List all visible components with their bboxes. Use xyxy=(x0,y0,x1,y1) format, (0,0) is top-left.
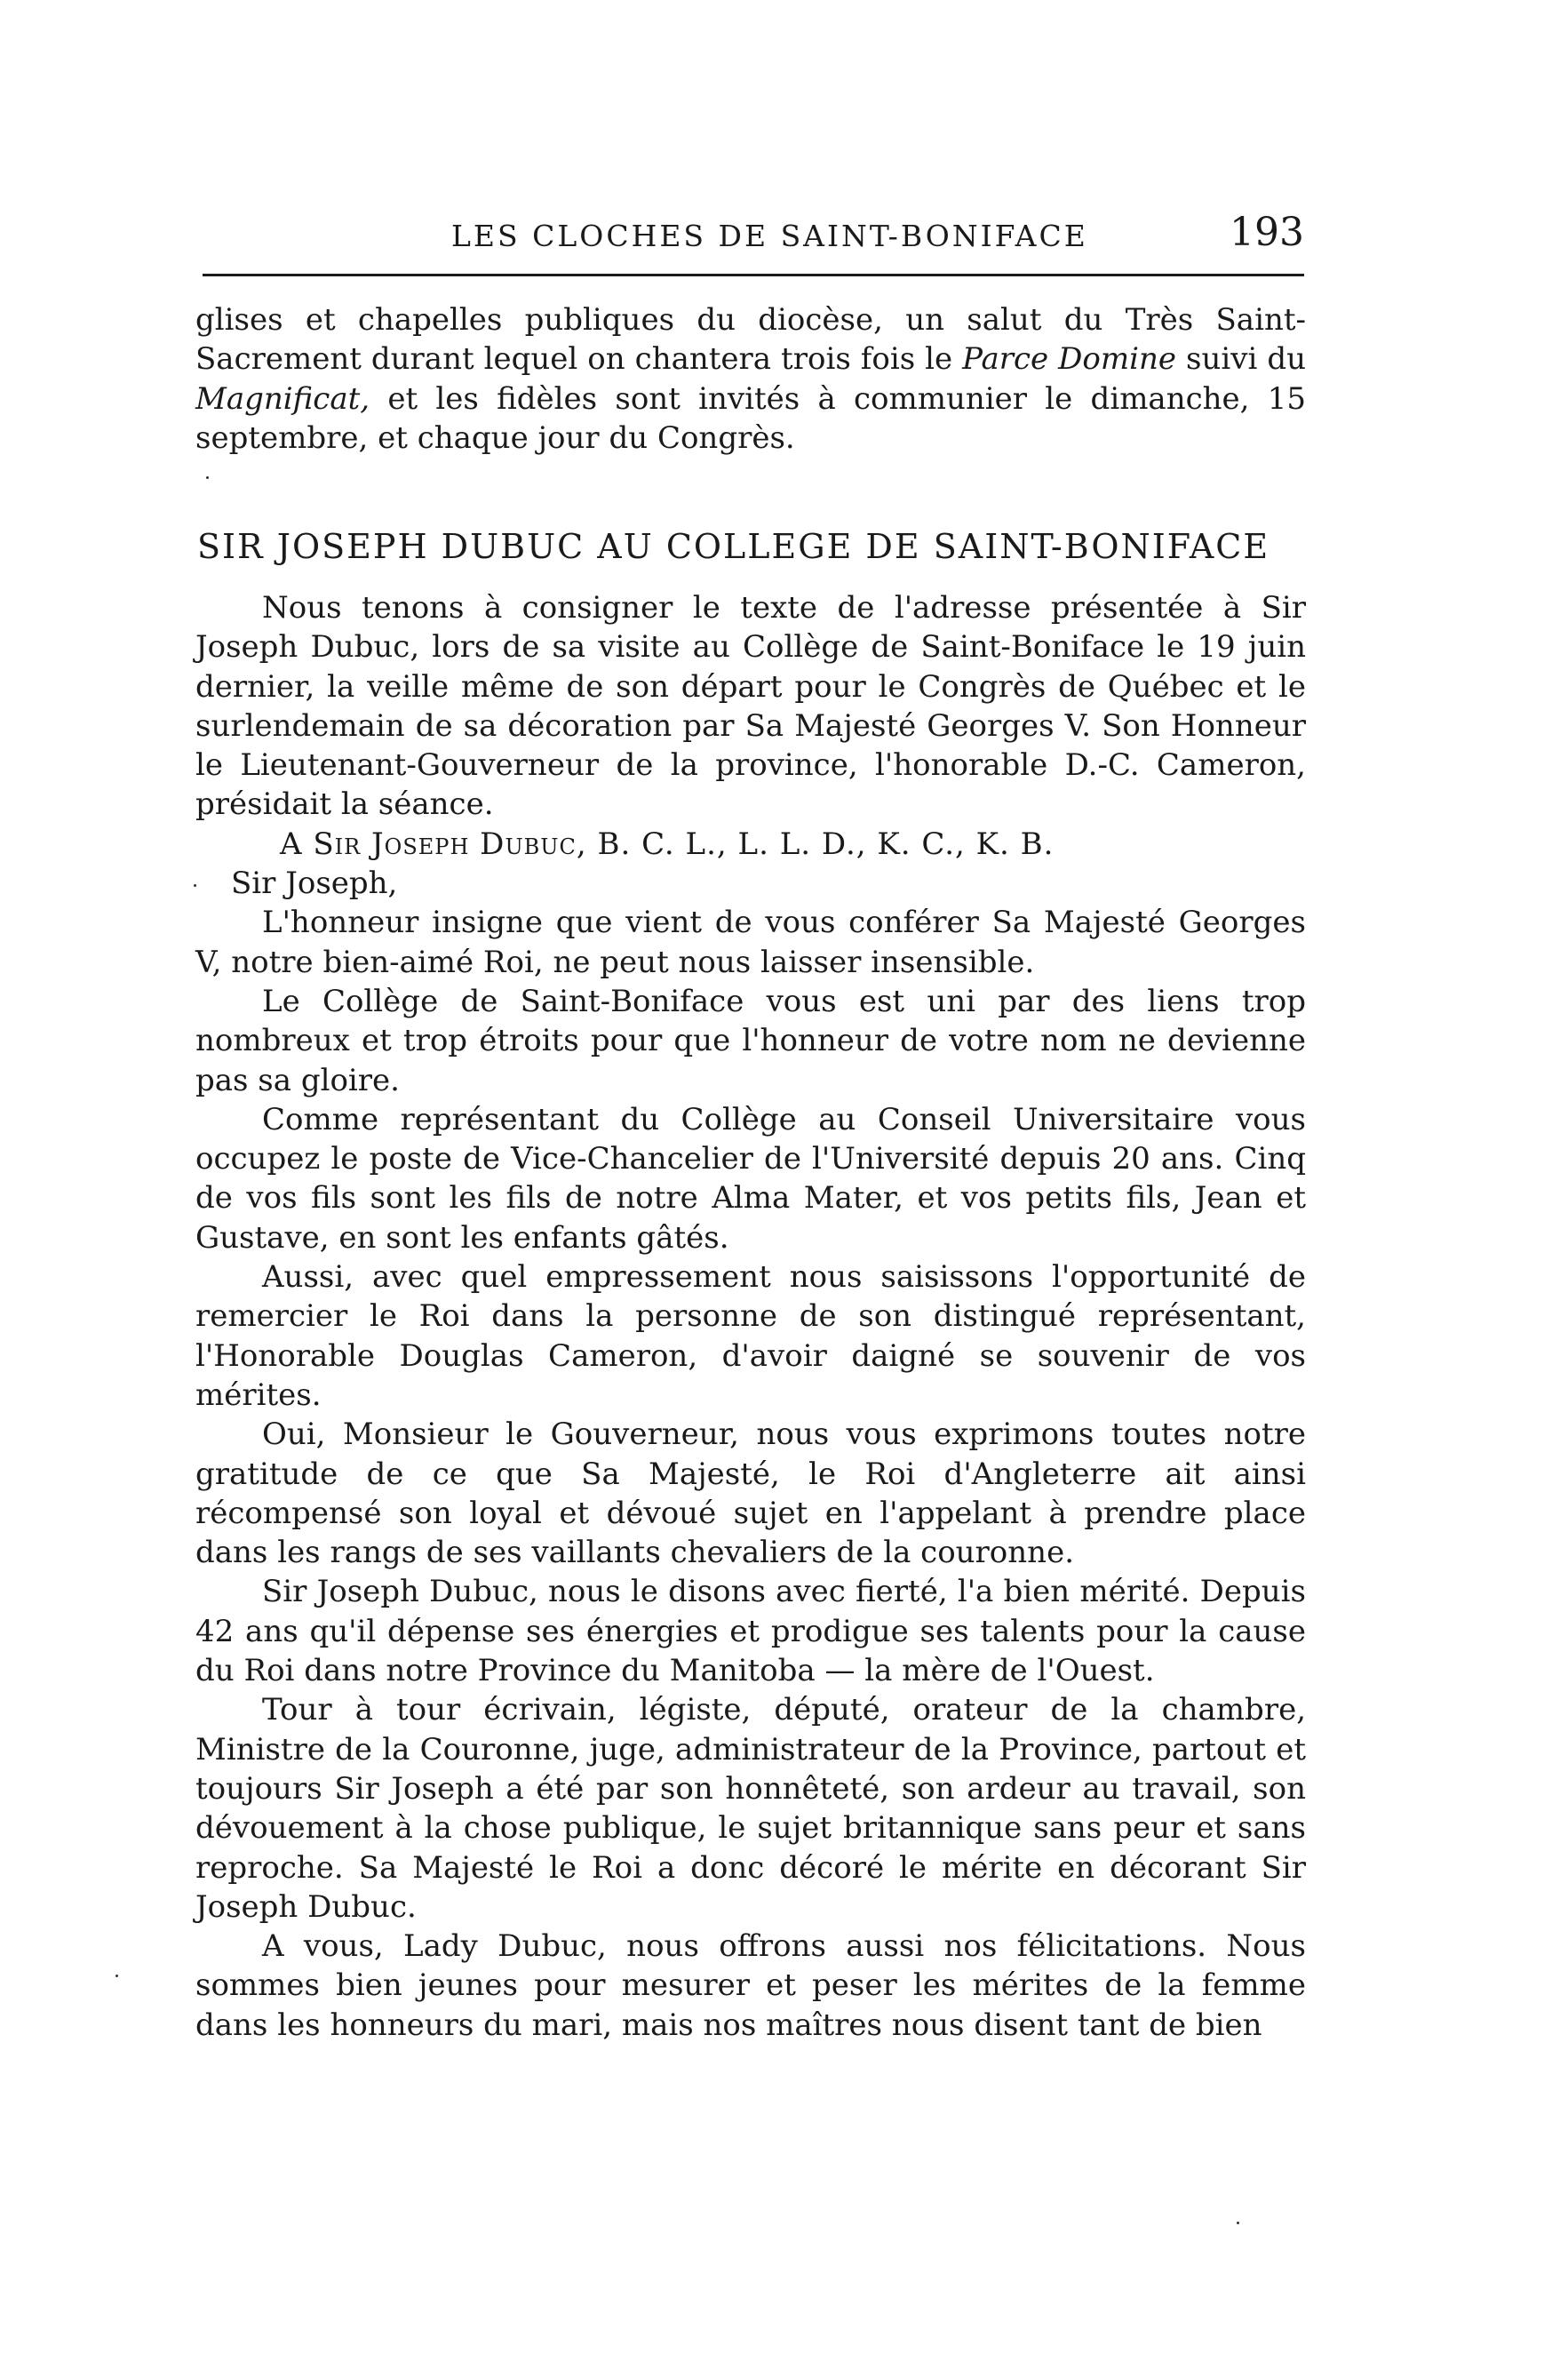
address-paragraph: Sir Joseph Dubuc, nous le disons avec fierté, l'a bien mérité. Depuis 42 ans qu'il dépense ses énergies et prodigue ses talents pour la cause du Roi dans notre Province du Manitoba — la mère de l'Ouest. xyxy=(195,1574,1306,1689)
addressee-name: Sir Joseph Dubuc, xyxy=(313,826,587,862)
stray-mark xyxy=(206,476,209,479)
stray-mark xyxy=(115,1975,118,1977)
header-rule xyxy=(203,274,1304,276)
addressee-prefix: A xyxy=(280,826,314,862)
address-paragraph: Aussi, avec quel empressement nous saisissons l'opportunité de remercier le Roi dans la personne de son distingué représentant, l'Honorable Douglas Cameron, d'avoir daigné se souvenir de vos mérites. xyxy=(195,1259,1306,1413)
address-paragraph: Tour à tour écrivain, légiste, député, orateur de la chambre, Ministre de la Couronne, juge, administrateur de la Province, partout et toujours Sir Joseph a été par son honnêteté, son ardeur au travail, son dévouement à la chose publique, le sujet britannique sans peur et sans reproche. Sa Majesté le Roi a donc décoré le mérite en décorant Sir Joseph Dubuc. xyxy=(195,1692,1306,1925)
address-paragraph: A vous, Lady Dubuc, nous offrons aussi nos félicitations. Nous sommes bien jeunes pour mesurer et peser les mérites de la femme dans les honneurs du mari, mais nos maîtres nous disent tant de bien xyxy=(195,1928,1306,2043)
continuation-text xyxy=(195,300,1306,458)
continuation-part-2: suivi du xyxy=(1176,341,1306,378)
continuation-part-1: glises et chapelles publiques du diocèse, un salut du Très Saint-Sacrement durant lequel on chantera trois fois le xyxy=(195,302,1306,378)
address-paragraph: Le Collège de Saint-Boniface vous est uni par des liens trop nombreux et trop étroits pour que l'honneur de votre nom ne devienne pas sa gloire. xyxy=(195,983,1306,1098)
address-paragraph: L'honneur insigne que vient de vous conférer Sa Majesté Georges V, notre bien-aimé Roi, ne peut nous laisser insensible. xyxy=(195,905,1306,980)
continuation-paragraph xyxy=(195,300,1306,458)
section-heading: SIR JOSEPH DUBUC AU COLLEGE DE SAINT-BONIFACE xyxy=(197,527,1270,566)
address-paragraph: Comme représentant du Collège au Conseil Universitaire vous occupez le poste de Vice-Chancelier de l'Université depuis 20 ans. Cinq de vos fils sont les fils de notre Alma Mater, et vos petits fils, Jean et Gustave, en sont les enfants gâtés. xyxy=(195,1101,1306,1256)
addressee-titles: B. C. L., L. L. D., K. C., K. B. xyxy=(586,826,1055,862)
running-title: LES CLOCHES DE SAINT-BONIFACE xyxy=(451,219,1088,253)
salutation: Sir Joseph, xyxy=(231,866,398,902)
page-number: 193 xyxy=(1230,210,1304,255)
intro-paragraph: Nous tenons à consigner le texte de l'adresse présentée à Sir Joseph Dubuc, lors de sa visite au Collège de Saint-Boniface le 19 juin dernier, la veille même de son départ pour le Congrès de Québec et le surlendemain de sa décoration par Sa Majesté Georges V. Son Honneur le Lieutenant-Gouverneur de la province, l'honorable D.-C. Cameron, présidait la séance. xyxy=(195,590,1306,823)
address-paragraph: Oui, Monsieur le Gouverneur, nous vous exprimons toutes notre gratitude de ce que Sa Majesté, le Roi d'Angleterre ait ainsi récompensé son loyal et dévoué sujet en l'appelant à prendre place dans les rangs de ses vaillants chevaliers de la couronne. xyxy=(195,1416,1306,1571)
continuation-italic-2: Magnificat, xyxy=(195,380,370,417)
address-body xyxy=(195,588,1306,2045)
addressee-line xyxy=(195,825,1306,864)
stray-mark xyxy=(1237,2222,1239,2224)
running-head xyxy=(203,210,1304,272)
continuation-italic-1: Parce Domine xyxy=(962,341,1177,378)
continuation-part-3: et les fidèles sont invités à communier le dimanche, 15 septembre, et chaque jour du Congrès. xyxy=(195,380,1306,456)
stray-mark xyxy=(194,884,196,887)
